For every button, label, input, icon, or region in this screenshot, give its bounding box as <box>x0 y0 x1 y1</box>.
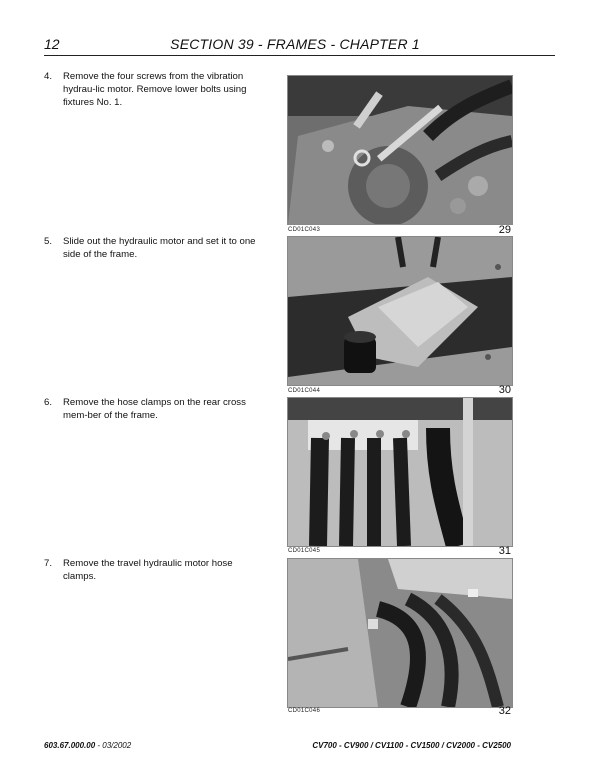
hydraulic-motor-removed-photo <box>288 237 512 385</box>
footer-models: CV700 - CV900 / CV1100 - CV1500 / CV2000 - CV2500 <box>312 741 511 750</box>
figure-code: CD01C044 <box>288 388 321 394</box>
doc-number: 603.67.000.00 <box>44 741 96 750</box>
step-number: 5. <box>44 236 53 247</box>
travel-motor-hoses-photo <box>288 559 512 707</box>
footer-doc-info <box>44 741 131 750</box>
figure-number: 30 <box>498 384 511 396</box>
step-6 <box>44 396 264 422</box>
figure-code: CD01C043 <box>288 227 321 233</box>
figure-code: CD01C045 <box>288 548 321 554</box>
figure-number: 29 <box>498 224 511 236</box>
step-text: Remove the four screws from the vibration hydrau-lic motor. Remove lower bolts using fixtures No. 1. <box>63 71 247 108</box>
doc-date: 03/2002 <box>102 741 132 750</box>
step-text: Remove the hose clamps on the rear cross mem-ber of the frame. <box>63 397 246 421</box>
step-number: 6. <box>44 397 53 408</box>
figure-31-photo <box>287 397 513 547</box>
header-rule <box>44 55 555 56</box>
hydraulic-motor-screws-photo <box>288 76 512 224</box>
hose-clamps-photo <box>288 398 512 546</box>
figure-32-photo <box>287 558 513 708</box>
step-7 <box>44 557 264 583</box>
step-5 <box>44 235 264 261</box>
figure-number: 32 <box>498 705 511 717</box>
step-text: Remove the travel hydraulic motor hose clamps. <box>63 558 233 582</box>
step-4 <box>44 70 264 109</box>
section-title: SECTION 39 - FRAMES - CHAPTER 1 <box>170 36 420 52</box>
step-number: 7. <box>44 558 53 569</box>
figure-30-photo <box>287 236 513 386</box>
figure-code: CD01C046 <box>288 708 321 714</box>
footer-separator: - <box>95 741 103 750</box>
figure-29-photo <box>287 75 513 225</box>
step-text: Slide out the hydraulic motor and set it to one side of the frame. <box>63 236 256 260</box>
page-number: 12 <box>44 36 60 52</box>
step-number: 4. <box>44 71 53 82</box>
figure-number: 31 <box>498 545 511 557</box>
